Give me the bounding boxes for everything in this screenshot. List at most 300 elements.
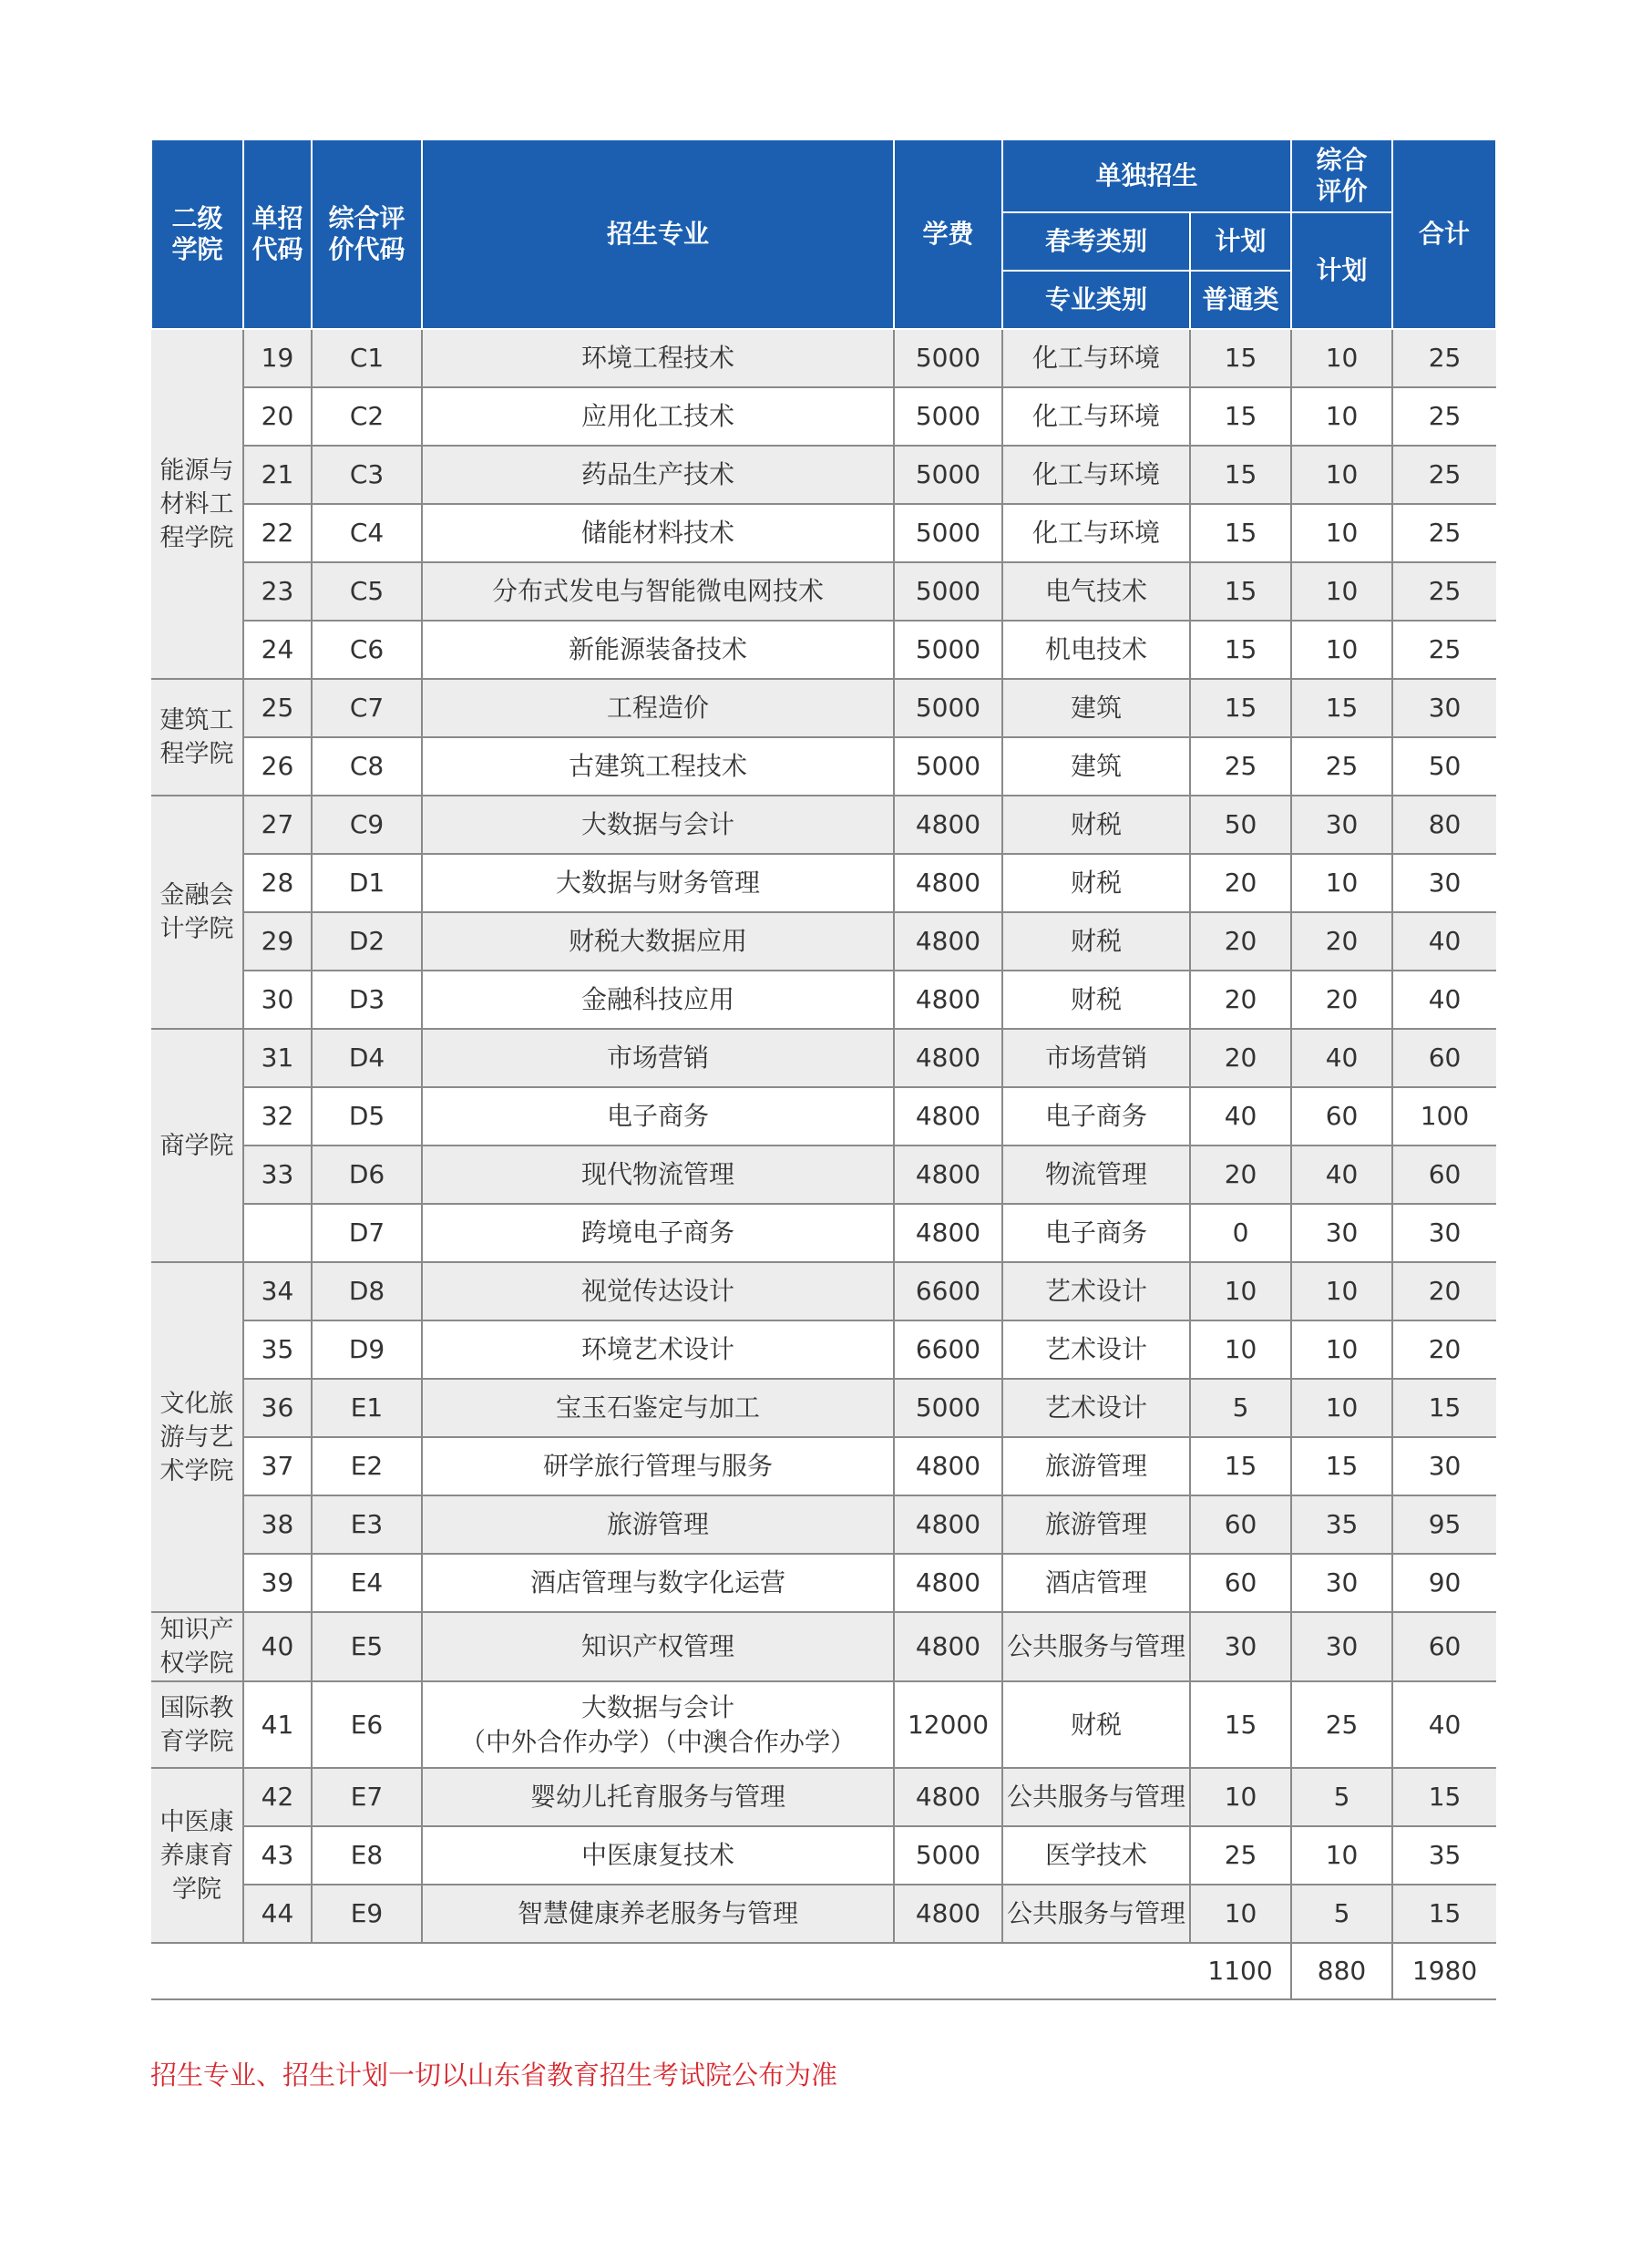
plan-comp-cell: 35 [1291, 1495, 1392, 1554]
plan-single-cell: 10 [1190, 1320, 1291, 1379]
major-cell [422, 1885, 894, 1943]
major-cell [422, 1262, 894, 1320]
major-cell [422, 737, 894, 796]
plan-single-cell: 0 [1190, 1204, 1291, 1262]
header-college: 二级学院 [151, 139, 243, 329]
table-header [151, 139, 1496, 329]
plan-single-cell: 40 [1190, 1087, 1291, 1146]
category-cell: 电子商务 [1002, 1087, 1190, 1146]
plan-single-cell: 15 [1190, 387, 1291, 446]
header-total: 合计 [1392, 139, 1496, 329]
fee-cell: 6600 [894, 1262, 1002, 1320]
comp-code-cell: C8 [312, 737, 422, 796]
fee-cell: 6600 [894, 1320, 1002, 1379]
major-cell [422, 1681, 894, 1768]
plan-comp-cell: 60 [1291, 1087, 1392, 1146]
major-note: （中外合作办学）（中澳合作办学） [459, 1726, 856, 1757]
major-name: 跨境电子商务 [580, 1217, 734, 1248]
code-cell: 31 [243, 1029, 312, 1087]
plan-comp-cell: 10 [1291, 329, 1392, 387]
category-cell: 艺术设计 [1002, 1320, 1190, 1379]
comp-code-cell: E8 [312, 1826, 422, 1885]
table-row [151, 1554, 1496, 1612]
major-name: 研学旅行管理与服务 [542, 1451, 773, 1481]
plan-single-cell: 20 [1190, 854, 1291, 912]
comp-code-cell: D6 [312, 1146, 422, 1204]
category-cell: 旅游管理 [1002, 1495, 1190, 1554]
table-row [151, 1029, 1496, 1087]
major-cell [422, 1612, 894, 1681]
fee-cell: 5000 [894, 504, 1002, 562]
major-name: 大数据与会计 [580, 1691, 734, 1722]
plan-single-cell: 60 [1190, 1554, 1291, 1612]
plan-single-cell: 15 [1190, 562, 1291, 621]
plan-single-cell: 10 [1190, 1768, 1291, 1826]
plan-comp-cell: 10 [1291, 1379, 1392, 1437]
total-cell: 25 [1392, 387, 1496, 446]
category-cell: 公共服务与管理 [1002, 1612, 1190, 1681]
category-cell: 财税 [1002, 796, 1190, 854]
code-cell: 37 [243, 1437, 312, 1495]
plan-comp-cell: 10 [1291, 854, 1392, 912]
enrollment-note: 招生专业、招生计划一切以山东省教育招生考试院公布为准 [150, 2060, 838, 2091]
plan-single-cell: 15 [1190, 446, 1291, 504]
total-cell: 20 [1392, 1262, 1496, 1320]
total-cell: 80 [1392, 796, 1496, 854]
fee-cell: 5000 [894, 446, 1002, 504]
code-cell: 22 [243, 504, 312, 562]
fee-cell: 5000 [894, 329, 1002, 387]
plan-comp-cell: 25 [1291, 1681, 1392, 1768]
total-cell: 60 [1392, 1146, 1496, 1204]
major-name: 金融科技应用 [580, 984, 734, 1014]
plan-comp-cell: 40 [1291, 1029, 1392, 1087]
code-cell: 25 [243, 679, 312, 737]
total-cell: 60 [1392, 1029, 1496, 1087]
comp-code-cell: D7 [312, 1204, 422, 1262]
plan-single-cell: 25 [1190, 737, 1291, 796]
major-cell [422, 1146, 894, 1204]
total-cell: 25 [1392, 621, 1496, 679]
total-cell: 15 [1392, 1885, 1496, 1943]
comp-code-cell: E9 [312, 1885, 422, 1943]
table-row [151, 796, 1496, 854]
major-name: 智慧健康养老服务与管理 [517, 1898, 798, 1928]
category-cell: 财税 [1002, 971, 1190, 1029]
code-cell: 19 [243, 329, 312, 387]
plan-comp-cell: 5 [1291, 1768, 1392, 1826]
code-cell: 30 [243, 971, 312, 1029]
major-name: 中医康复技术 [580, 1840, 734, 1870]
major-cell [422, 1204, 894, 1262]
major-name: 知识产权管理 [580, 1631, 734, 1661]
category-cell: 物流管理 [1002, 1146, 1190, 1204]
category-cell: 财税 [1002, 854, 1190, 912]
total-cell: 25 [1392, 446, 1496, 504]
category-cell: 酒店管理 [1002, 1554, 1190, 1612]
total-cell: 15 [1392, 1379, 1496, 1437]
plan-comp-cell: 40 [1291, 1146, 1392, 1204]
code-cell: 24 [243, 621, 312, 679]
plan-single-cell: 60 [1190, 1495, 1291, 1554]
header-major: 招生专业 [422, 139, 894, 329]
college-cell: 金融会计学院 [151, 796, 243, 1029]
code-cell: 42 [243, 1768, 312, 1826]
category-cell: 旅游管理 [1002, 1437, 1190, 1495]
code-cell: 29 [243, 912, 312, 971]
college-cell: 建筑工程学院 [151, 679, 243, 796]
category-cell: 电子商务 [1002, 1204, 1190, 1262]
college-cell: 文化旅游与艺术学院 [151, 1262, 243, 1612]
code-cell: 36 [243, 1379, 312, 1437]
table-row [151, 504, 1496, 562]
comp-code-cell: D4 [312, 1029, 422, 1087]
fee-cell: 4800 [894, 1554, 1002, 1612]
comp-code-cell: C9 [312, 796, 422, 854]
plan-single-cell: 30 [1190, 1612, 1291, 1681]
plan-comp-cell: 20 [1291, 971, 1392, 1029]
major-cell [422, 621, 894, 679]
plan-comp-cell: 10 [1291, 446, 1392, 504]
plan-single-cell: 10 [1190, 1262, 1291, 1320]
major-cell [422, 1320, 894, 1379]
table-row [151, 1262, 1496, 1320]
comp-code-cell: E6 [312, 1681, 422, 1768]
total-cell: 30 [1392, 1437, 1496, 1495]
total-cell: 20 [1392, 1320, 1496, 1379]
comp-code-cell: E5 [312, 1612, 422, 1681]
major-name: 新能源装备技术 [568, 634, 747, 664]
total-cell: 15 [1392, 1768, 1496, 1826]
major-name: 应用化工技术 [580, 401, 734, 431]
header-general: 普通类 [1190, 271, 1291, 329]
code-cell: 23 [243, 562, 312, 621]
major-cell [422, 1379, 894, 1437]
major-cell [422, 1554, 894, 1612]
table-row [151, 1204, 1496, 1262]
plan-comp-cell: 10 [1291, 1320, 1392, 1379]
major-name: 古建筑工程技术 [568, 751, 747, 781]
header-single-enrollment: 单独招生 [1002, 139, 1291, 212]
major-name: 旅游管理 [606, 1509, 709, 1539]
totals-plan-comp: 880 [1291, 1943, 1392, 1999]
major-cell [422, 854, 894, 912]
category-cell: 公共服务与管理 [1002, 1885, 1190, 1943]
header-fee: 学费 [894, 139, 1002, 329]
code-cell: 32 [243, 1087, 312, 1146]
table-row [151, 1437, 1496, 1495]
table-row [151, 679, 1496, 737]
plan-single-cell: 20 [1190, 912, 1291, 971]
plan-comp-cell: 30 [1291, 1612, 1392, 1681]
plan-comp-cell: 10 [1291, 1826, 1392, 1885]
category-cell: 财税 [1002, 912, 1190, 971]
major-name: 现代物流管理 [580, 1159, 734, 1189]
major-cell [422, 912, 894, 971]
comp-code-cell: E7 [312, 1768, 422, 1826]
code-cell: 38 [243, 1495, 312, 1554]
category-cell: 化工与环境 [1002, 329, 1190, 387]
comp-code-cell: C5 [312, 562, 422, 621]
major-name: 市场营销 [606, 1043, 709, 1073]
fee-cell: 4800 [894, 1146, 1002, 1204]
code-cell: 43 [243, 1826, 312, 1885]
table-body [151, 329, 1496, 1999]
comp-code-cell: C2 [312, 387, 422, 446]
plan-comp-cell: 10 [1291, 387, 1392, 446]
plan-single-cell: 10 [1190, 1885, 1291, 1943]
comp-code-cell: C7 [312, 679, 422, 737]
major-name: 工程造价 [606, 693, 709, 723]
table-row [151, 329, 1496, 387]
major-cell [422, 1087, 894, 1146]
fee-cell: 4800 [894, 1437, 1002, 1495]
total-cell: 100 [1392, 1087, 1496, 1146]
code-cell: 20 [243, 387, 312, 446]
comp-code-cell: E1 [312, 1379, 422, 1437]
plan-single-cell: 15 [1190, 1437, 1291, 1495]
header-comp-eval: 综合评价 [1291, 139, 1392, 212]
plan-single-cell: 20 [1190, 971, 1291, 1029]
college-cell: 商学院 [151, 1029, 243, 1262]
totals-blank [151, 1943, 1190, 1999]
category-cell: 艺术设计 [1002, 1379, 1190, 1437]
fee-cell: 5000 [894, 737, 1002, 796]
table-row [151, 1320, 1496, 1379]
major-name: 电子商务 [606, 1101, 709, 1131]
code-cell: 26 [243, 737, 312, 796]
major-cell [422, 1437, 894, 1495]
major-cell [422, 796, 894, 854]
major-cell [422, 562, 894, 621]
code-cell: 41 [243, 1681, 312, 1768]
plan-comp-cell: 25 [1291, 737, 1392, 796]
header-code: 单招代码 [243, 139, 312, 329]
fee-cell: 5000 [894, 1826, 1002, 1885]
total-cell: 25 [1392, 504, 1496, 562]
fee-cell: 5000 [894, 621, 1002, 679]
comp-code-cell: E2 [312, 1437, 422, 1495]
fee-cell: 5000 [894, 679, 1002, 737]
table-row [151, 854, 1496, 912]
code-cell: 28 [243, 854, 312, 912]
category-cell: 电气技术 [1002, 562, 1190, 621]
total-cell: 40 [1392, 912, 1496, 971]
table-row [151, 1379, 1496, 1437]
header-comp-code: 综合评价代码 [312, 139, 422, 329]
category-cell: 财税 [1002, 1681, 1190, 1768]
plan-comp-cell: 30 [1291, 796, 1392, 854]
header-major-category: 专业类别 [1002, 271, 1190, 329]
totals-row [151, 1943, 1496, 1999]
fee-cell: 4800 [894, 971, 1002, 1029]
major-name: 宝玉石鉴定与加工 [555, 1392, 760, 1423]
plan-comp-cell: 15 [1291, 1437, 1392, 1495]
major-cell [422, 1495, 894, 1554]
total-cell: 90 [1392, 1554, 1496, 1612]
fee-cell: 4800 [894, 1495, 1002, 1554]
comp-code-cell: C6 [312, 621, 422, 679]
header-spring-category: 春考类别 [1002, 212, 1190, 271]
table-row [151, 621, 1496, 679]
comp-code-cell: D1 [312, 854, 422, 912]
total-cell: 30 [1392, 679, 1496, 737]
major-cell [422, 446, 894, 504]
plan-single-cell: 50 [1190, 796, 1291, 854]
category-cell: 艺术设计 [1002, 1262, 1190, 1320]
fee-cell: 4800 [894, 854, 1002, 912]
category-cell: 化工与环境 [1002, 504, 1190, 562]
major-cell [422, 971, 894, 1029]
category-cell: 市场营销 [1002, 1029, 1190, 1087]
table-row [151, 446, 1496, 504]
code-cell: 21 [243, 446, 312, 504]
table-row [151, 1826, 1496, 1885]
category-cell: 公共服务与管理 [1002, 1768, 1190, 1826]
major-cell [422, 329, 894, 387]
code-cell: 40 [243, 1612, 312, 1681]
total-cell: 40 [1392, 1681, 1496, 1768]
total-cell: 30 [1392, 854, 1496, 912]
major-name: 储能材料技术 [580, 518, 734, 548]
total-cell: 95 [1392, 1495, 1496, 1554]
plan-comp-cell: 10 [1291, 621, 1392, 679]
total-cell: 60 [1392, 1612, 1496, 1681]
fee-cell: 4800 [894, 1029, 1002, 1087]
code-cell: 34 [243, 1262, 312, 1320]
table-row [151, 912, 1496, 971]
totals-total: 1980 [1392, 1943, 1496, 1999]
plan-comp-cell: 30 [1291, 1204, 1392, 1262]
comp-code-cell: D9 [312, 1320, 422, 1379]
header-plan-single: 计划 [1190, 212, 1291, 271]
table-row [151, 1146, 1496, 1204]
major-name: 酒店管理与数字化运营 [529, 1567, 785, 1598]
table-row [151, 562, 1496, 621]
major-name: 大数据与财务管理 [555, 868, 760, 898]
plan-single-cell: 15 [1190, 329, 1291, 387]
plan-comp-cell: 30 [1291, 1554, 1392, 1612]
fee-cell: 4800 [894, 1768, 1002, 1826]
table-row [151, 1885, 1496, 1943]
plan-single-cell: 20 [1190, 1029, 1291, 1087]
category-cell: 化工与环境 [1002, 446, 1190, 504]
comp-code-cell: C3 [312, 446, 422, 504]
code-cell: 39 [243, 1554, 312, 1612]
category-cell: 建筑 [1002, 737, 1190, 796]
plan-single-cell: 15 [1190, 621, 1291, 679]
plan-comp-cell: 10 [1291, 504, 1392, 562]
code-cell: 44 [243, 1885, 312, 1943]
major-name: 分布式发电与智能微电网技术 [491, 576, 824, 606]
plan-comp-cell: 20 [1291, 912, 1392, 971]
code-cell: 35 [243, 1320, 312, 1379]
major-cell [422, 504, 894, 562]
major-cell [422, 1826, 894, 1885]
major-name: 大数据与会计 [580, 809, 734, 839]
category-cell: 建筑 [1002, 679, 1190, 737]
table-row [151, 1612, 1496, 1681]
table-row [151, 1495, 1496, 1554]
totals-plan-single: 1100 [1190, 1943, 1291, 1999]
fee-cell: 4800 [894, 1087, 1002, 1146]
total-cell: 50 [1392, 737, 1496, 796]
college-cell: 国际教育学院 [151, 1681, 243, 1768]
code-cell: 27 [243, 796, 312, 854]
plan-single-cell: 15 [1190, 504, 1291, 562]
fee-cell: 12000 [894, 1681, 1002, 1768]
table-row [151, 1768, 1496, 1826]
college-cell: 能源与材料工程学院 [151, 329, 243, 679]
category-cell: 化工与环境 [1002, 387, 1190, 446]
plan-comp-cell: 5 [1291, 1885, 1392, 1943]
table-row [151, 387, 1496, 446]
enrollment-table-container [150, 139, 1495, 2000]
table-row [151, 1087, 1496, 1146]
major-cell [422, 679, 894, 737]
header-plan-comp: 计划 [1291, 212, 1392, 329]
plan-comp-cell: 15 [1291, 679, 1392, 737]
total-cell: 25 [1392, 329, 1496, 387]
major-cell [422, 1768, 894, 1826]
comp-code-cell: D2 [312, 912, 422, 971]
code-cell [243, 1204, 312, 1262]
total-cell: 25 [1392, 562, 1496, 621]
table-row [151, 971, 1496, 1029]
major-name: 财税大数据应用 [568, 926, 747, 956]
table-row [151, 737, 1496, 796]
fee-cell: 5000 [894, 1379, 1002, 1437]
code-cell: 33 [243, 1146, 312, 1204]
comp-code-cell: D5 [312, 1087, 422, 1146]
total-cell: 30 [1392, 1204, 1496, 1262]
enrollment-table [150, 139, 1497, 2000]
comp-code-cell: C4 [312, 504, 422, 562]
comp-code-cell: C1 [312, 329, 422, 387]
fee-cell: 4800 [894, 1885, 1002, 1943]
major-name: 环境艺术设计 [580, 1334, 734, 1364]
category-cell: 医学技术 [1002, 1826, 1190, 1885]
fee-cell: 4800 [894, 796, 1002, 854]
total-cell: 40 [1392, 971, 1496, 1029]
fee-cell: 4800 [894, 1612, 1002, 1681]
plan-single-cell: 5 [1190, 1379, 1291, 1437]
plan-comp-cell: 10 [1291, 1262, 1392, 1320]
comp-code-cell: D8 [312, 1262, 422, 1320]
comp-code-cell: D3 [312, 971, 422, 1029]
plan-single-cell: 15 [1190, 1681, 1291, 1768]
plan-single-cell: 25 [1190, 1826, 1291, 1885]
plan-comp-cell: 10 [1291, 562, 1392, 621]
table-row [151, 1681, 1496, 1768]
major-name: 婴幼儿托育服务与管理 [529, 1782, 785, 1812]
category-cell: 机电技术 [1002, 621, 1190, 679]
comp-code-cell: E4 [312, 1554, 422, 1612]
plan-single-cell: 20 [1190, 1146, 1291, 1204]
major-cell [422, 1029, 894, 1087]
fee-cell: 5000 [894, 562, 1002, 621]
college-cell: 知识产权学院 [151, 1612, 243, 1681]
major-name: 视觉传达设计 [580, 1276, 734, 1306]
total-cell: 35 [1392, 1826, 1496, 1885]
fee-cell: 4800 [894, 1204, 1002, 1262]
comp-code-cell: E3 [312, 1495, 422, 1554]
major-cell [422, 387, 894, 446]
fee-cell: 4800 [894, 912, 1002, 971]
major-name: 药品生产技术 [580, 459, 734, 489]
fee-cell: 5000 [894, 387, 1002, 446]
college-cell: 中医康养康育学院 [151, 1768, 243, 1943]
